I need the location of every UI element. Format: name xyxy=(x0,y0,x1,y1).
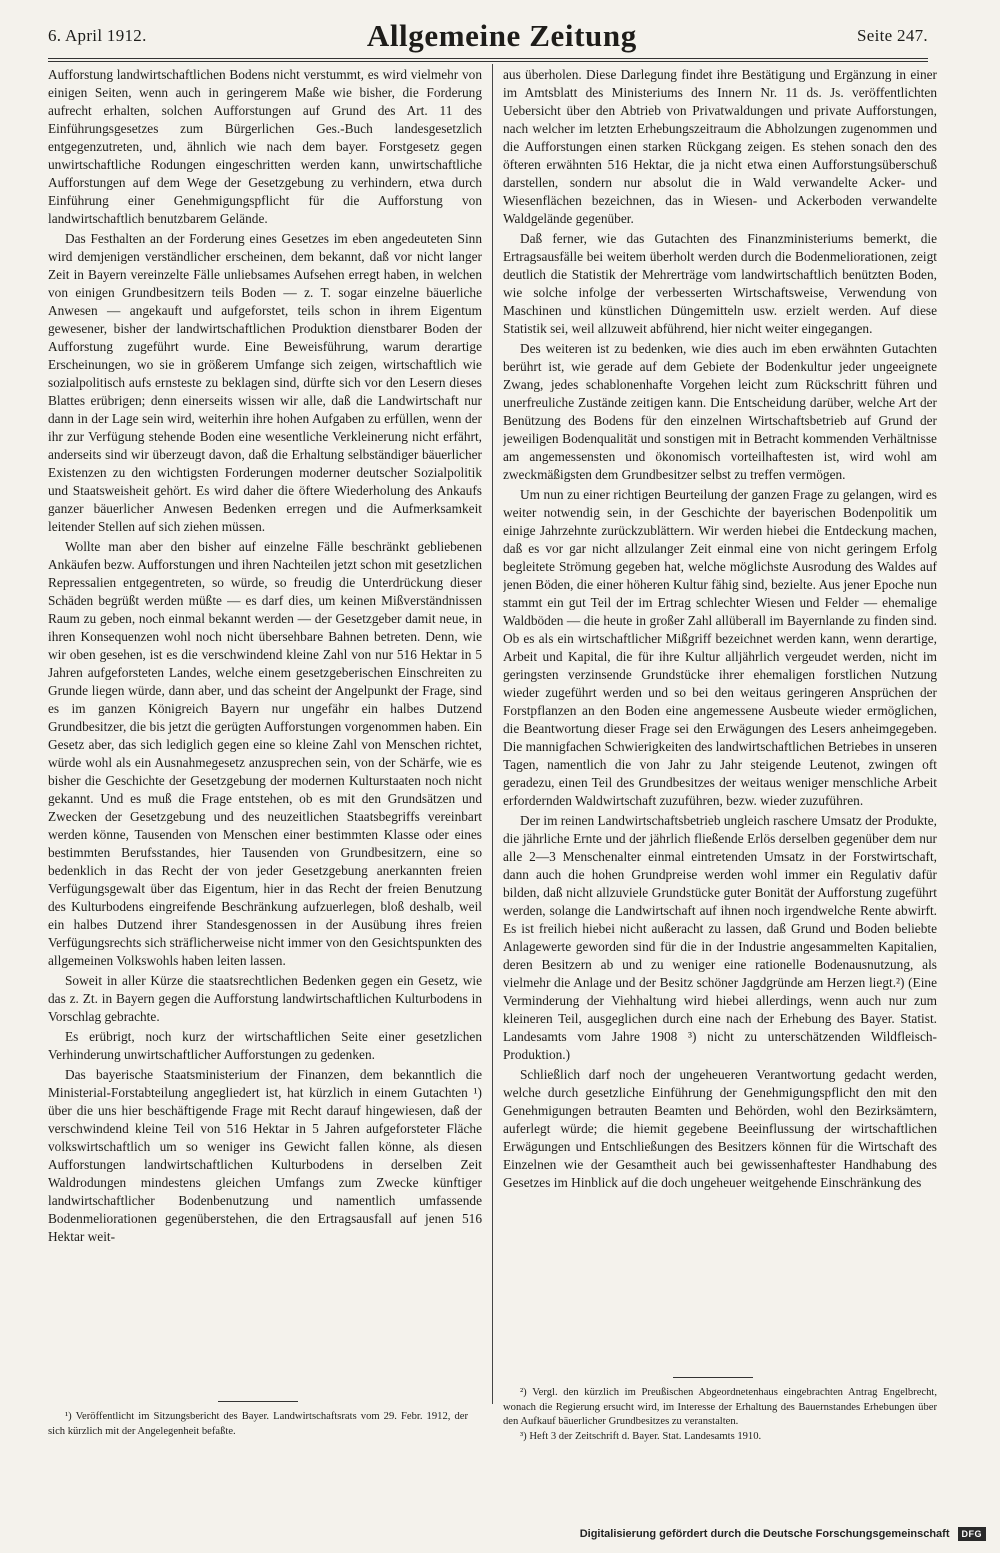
paragraph: Es erübrigt, noch kurz der wirtschaftlichen Seite einer gesetzlichen Verhinderung unwirtschaftlicher Aufforstungen zu gedenken. xyxy=(48,1029,482,1062)
footnote-rule-left xyxy=(218,1401,298,1402)
paragraph: Des weiteren ist zu bedenken, wie dies auch im eben erwähnten Gutachten berührt ist, wie gerade auf dem Gebiete der Bodenkultur jeder ungeeignete Zwang, jedes schablonenhafte Vorgehen leicht zum Rückschritt führen und unerfreuliche Zustände zeitigen kann. Die Entscheidung darüber, welche Art der Benützung des Bodens für den einzelnen Wirtschaftsbetrieb auf Grund der jeweiligen Bodenqualität und sonstigen mit in Betracht kommenden Verhältnisse am angemessensten und ökonomisch vorteilhaftesten ist, wird wohl am zweckmäßigsten dem Grundbesitzer selbst zu treffen vermögen. xyxy=(503,341,937,482)
footnote: ²) Vergl. den kürzlich im Preußischen Abgeordnetenhaus eingebrachten Antrag Engelbrecht, wonach die Regierung ersucht wird, im Interesse der Erhaltung des Bauernstandes Erhebungen über den Aufkauf bäuerlicher Grundbesitzes zu veranstalten. xyxy=(503,1387,937,1427)
footnote: ³) Heft 3 der Zeitschrift d. Bayer. Stat. Landesamts 1910. xyxy=(520,1430,762,1442)
footnote-rule-right xyxy=(673,1377,753,1378)
paragraph: Um nun zu einer richtigen Beurteilung der ganzen Frage zu gelangen, wird es weiter notwendig sein, in der Geschichte der bayerischen Bodenpolitik um einige Jahrzehnte zurückzublättern. Wir werden hiebei die Entdeckung machen, daß es vor gar nicht allzulanger Zeit einmal eine von nicht geringem Erfolg begleitete Strömung gegeben hat, welche möglichste Ausrodung des Waldes auf jenen Böden, die einer höheren Kultur fähig sind, bezielte. Aus jener Epoche nun stammt ein gut Teil der im Ertrag schlechter Wiesen und Felder — ehemalige Waldböden — die heute in großer Zahl allüberall im Bayernlande zu finden sind. Ob es als ein wirtschaftlicher Mißgriff bezeichnet werden kann, wenn derartige, Arbeit und Kapital, die für ihre Kultur alljährlich vergeudet werden, nicht im geringsten verzinsende Grundstücke ihrer ehemaligen forstlichen Nutzung wieder zugeführt werden und so bei den weitaus geringeren Ansprüchen der Forstpflanzen an den Boden eine angemessene Ausbeute wieder ermöglichen, die Beantwortung dieser Frage sei den Erwägungen des Lesers anheimgegeben. Die mannigfachen Schwierigkeiten des landwirtschaftlichen Betriebes in unseren Tagen, namentlich die von Jahr zu Jahr steigende Leutenot, zwingen oft geradezu, einen Teil des Grundbesitzes der weitaus weniger menschliche Arbeit erfordernden Waldwirtschaft zuzuführen, bezw. wieder zuzuführen. xyxy=(503,487,937,808)
paragraph: Daß ferner, wie das Gutachten des Finanzministeriums bemerkt, die Ertragsausfälle bei weitem überholt werden durch die Bodenmeliorationen, zeigt deutlich die Statistik der Mehrerträge vom landwirtschaftlich benützten Boden, wie solche infolge der verbesserten Wirtschaftsweise, Verwendung von Maschinen und künstlichen Düngemitteln usw. erzielt werden. Auf diese Statistik sei, weil allzuweit abführend, hier nicht weiter eingegangen. xyxy=(503,231,937,336)
digitization-credit xyxy=(580,1527,986,1541)
page-header xyxy=(48,16,928,56)
issue-date: 6. April 1912. xyxy=(48,26,147,45)
page-number: Seite 247. xyxy=(856,26,928,45)
paragraph: Das Festhalten an der Forderung eines Gesetzes im eben angedeuteten Sinn wird demjenigen verständlicher erscheinen, dem bekannt, daß vor nicht langer Zeit in Bayern vereinzelte Fälle unliebsames Aufsehen erregt haben, in welchen von einigen Grundbesitzern teils Boden — z. T. sogar einzelne bäuerliche Anwesen — angekauft und aufgeforstet, teils schon in ihrem Eigentum gewesener, bisher der landwirtschaftlichen Produktion dienstbarer Boden der Aufforstung zugeführt wurde. Eine Beweisführung, warum derartige Erscheinungen, wo sie in größerem Umfange sich zeigen, wirtschaftlich wie sozialpolitisch aufs ernsteste zu beklagen sind, dürfte sich vor den Lesern dieses Blattes erübrigen; denn einerseits wissen wir alle, daß die Landwirtschaft nur dann in der Lage sein wird, weiterhin ihre hohen Aufgaben zu erfüllen, wenn der ihr zur Verfügung stehende Boden eine wesentliche Verkleinerung nicht erfährt, anderseits sind wir überzeugt davon, daß die Erhaltung selbständiger bäuerlicher Existenzen zu den wichtigsten Forderungen moderner deutscher Sozialpolitik und Staatsweisheit gehört. Es wird daher die öftere Wiederholung des Ankaufs ganzer bäuerlicher Anwesen Bedenken erregen und die Aufmerksamkeit leitender Stellen auf sich ziehen müssen. xyxy=(48,231,482,534)
paragraph: aus überholen. Diese Darlegung findet ihre Bestätigung und Ergänzung in einer im Amtsblatt des Ministeriums des Innern Nr. 11 ds. Js. veröffentlichten Uebersicht über den Abtrieb von Privatwaldungen und private Aufforstungen, nach welcher im letzten Erhebungszeitraum die Abholzungen zugenommen und die Aufforstungen einen starken Rückgang zeigen. Es stehen sonach den des öfteren erwähnten 516 Hektar, die ja nicht etwa einen Aufforstungsüberschuß darstellen, sondern nur absolut die in Wald verwandelte Acker- und Wiesenflächen bezeichnen, das in Wiesen- und Ackerboden verwandelte Waldgelände gegenüber. xyxy=(503,67,937,226)
right-column xyxy=(503,66,937,1396)
footnote: ¹) Veröffentlicht im Sitzungsbericht des Bayer. Landwirtschaftsrats vom 29. Febr. 1912, der sich kürzlich mit der Angelegenheit befaßte. xyxy=(48,1411,468,1437)
header-rule-secondary xyxy=(48,61,928,62)
footnotes-left xyxy=(48,1410,468,1439)
paragraph: Soweit in aller Kürze die staatsrechtlichen Bedenken gegen ein Gesetz, wie das z. Zt. in Bayern gegen die Aufforstung landwirtschaftlichen Kulturbodens in Vorschlag gebrachte. xyxy=(48,973,482,1024)
newspaper-title: Allgemeine Zeitung xyxy=(366,18,637,53)
footnotes-right xyxy=(503,1386,937,1444)
paragraph: Der im reinen Landwirtschaftsbetrieb ungleich raschere Umsatz der Produkte, die jährliche Ernte und der jährlich fließende Erlös derselben gegenüber dem nur alle 2—3 Menschenalter einmal eintretenden Umsatz in der Forstwirtschaft, dann auch die hohen Grundpreise werden wohl immer ein Regulativ dafür bilden, daß nicht allzuviele Grundstücke guter Bonität der Aufforstung zugeführt werden, solange die Landwirtschaft auf ihnen noch irgendwelche Rente abwirft. Es ist freilich hiebei nicht außeracht zu lassen, daß Grund und Boden beliebte Anlagewerte geworden sind für die in der Industrie angesammelten Kapitalien, deren Besitzern ab und zu weniger eine rationelle Bodenausnutzung, als vielmehr die Anlage und der Besitz schöner Jagdgründe am Herzen liegt.²) (Eine Verminderung der Viehhaltung wird hiebei allerdings, wenn auch nur zum kleineren Teil, ausgeglichen durch eine nach der Erhebung des Bayer. Statist. Landesamts vom Jahre 1908 ³) nicht zu unterschätzenden Wildfleisch-Produktion.) xyxy=(503,813,937,1062)
column-divider xyxy=(492,64,493,1404)
paragraph: Das bayerische Staatsministerium der Finanzen, dem bekanntlich die Ministerial-Forstabteilung angegliedert ist, hat kürzlich in einem Gutachten ¹) über die uns hier beschäftigende Frage mit Recht darauf hingewiesen, daß der verschwindend kleine Teil von 516 Hektar in 5 Jahren aufgeforsteter Fläche volkswirtschaftlich um so weniger ins Gewicht fallen könne, als diesen Aufforstungen landwirtschaftlichen Kulturbodens in derselben Zeit Waldrodungen mindestens gleichen Umfangs zum Zwecke künftiger landwirtschaftlicher Bodenbenutzung und namentlich umfassende Bodenmeliorationen gegenüberstehen, die den Ertragsausfall auf jenen 516 Hektar weit- xyxy=(48,1067,482,1244)
credit-text: Digitalisierung gefördert durch die Deutsche Forschungsgemeinschaft xyxy=(579,1528,950,1540)
left-column xyxy=(48,66,482,1396)
dfg-logo: DFG xyxy=(958,1527,987,1541)
paragraph: Schließlich darf noch der ungeheueren Verantwortung gedacht werden, welche durch gesetzliche Einführung der Genehmigungspflicht den mit den Genehmigungen betrauten Beamten und Behörden, wohl den Bezirksämtern, auferlegt würde; die hiemit gegebene Beeinflussung der wirtschaftlichen Erwägungen und Entschließungen des Besitzers können für die Wirtschaft des Einzelnen wie der Gesamtheit auch bei gewissenhaftester Handhabung des Gesetzes im Hinblick auf die doch ungeheuer weitgehende Einschränkung des xyxy=(503,1067,937,1190)
header-rule xyxy=(48,58,928,59)
paragraph: Aufforstung landwirtschaftlichen Bodens nicht verstummt, es wird vielmehr von einigen Seiten, wenn auch in geringerem Maße wie bisher, die Forderung aufrecht erhalten, solchen Aufforstungen auf Grund des Art. 11 des Einführungsgesetzes zum Bürgerlichen Ges.-Buch landesgesetzlich entgegenzutreten, und, ähnlich wie nach dem bayer. Forstgesetz gegen unwirtschaftliche Rodungen eingeschritten werden kann, unwirtschaftliche Aufforstungen auf dem Wege der Gesetzgebung zu verhindern, etwa durch Einführung einer Genehmigungspflicht für die Aufforstung von landwirtschaftlich benutzbarem Gelände. xyxy=(48,67,482,226)
paragraph: Wollte man aber den bisher auf einzelne Fälle beschränkt gebliebenen Ankäufen bezw. Aufforstungen und ihren Nachteilen jetzt schon mit gesetzlichen Repressalien entgegentreten, so würde, so freudig die Unterdrückung dieser Schäden begrüßt werden müßte — es darf dies, um keinen Mißverständnissen Raum zu geben, noch einmal bekannt werden — der Gesetzgeber damit neue, in ihren Konsequenzen wohl noch nicht übersehbare Bahnen betreten. Denn, wie wir oben gesehen, ist es die verschwindend kleine Zahl von nur 516 Hektar in 5 Jahren aufgeforsteten Landes, welche einem gesetzgeberischen Einschreiten zu Grunde liegen würde, dann aber, und das scheint der Angelpunkt der Frage, sind es im ganzen Königreich Bayern nur ungefähr ein halbes Dutzend Grundbesitzer, die bis jetzt die gerügten Aufforstungen vorgenommen haben. Ein Gesetz aber, das sich lediglich gegen eine so kleine Zahl von Menschen richtet, würde wohl als ein Ausnahmegesetz anzusprechen sein, von der Schärfe, wie es bisher die Geschichte der Gesetzgebung der modernen Kulturstaaten noch nicht gekannt. Und es muß die Frage entstehen, ob es mit den Grundsätzen und Zwecken der Gesetzgebung und des neuzeitlichen Staatsbegriffs vereinbart werden könne, Tausenden von Menschen einer bestimmten Klasse oder eines bestimmten Berufsstandes, hier Tausenden von Grundbesitzern, eine so bedenklich in das Recht der von jeder Gesetzgebung anerkannten freien Verfügungsgewalt über das Eigentum, hier in das Recht der freien Benutzung des Kulturbodens eingreifende Beschränkung aufzuerlegen, bloß deshalb, weil ein halbes Dutzend ihrer Standesgenossen in der Ausübung ihres freien Verfügungsrechts sich sträflicherweise nicht immer von den Gesichtspunkten des allgemeinen Volkswohls haben leiten lassen. xyxy=(48,539,482,968)
